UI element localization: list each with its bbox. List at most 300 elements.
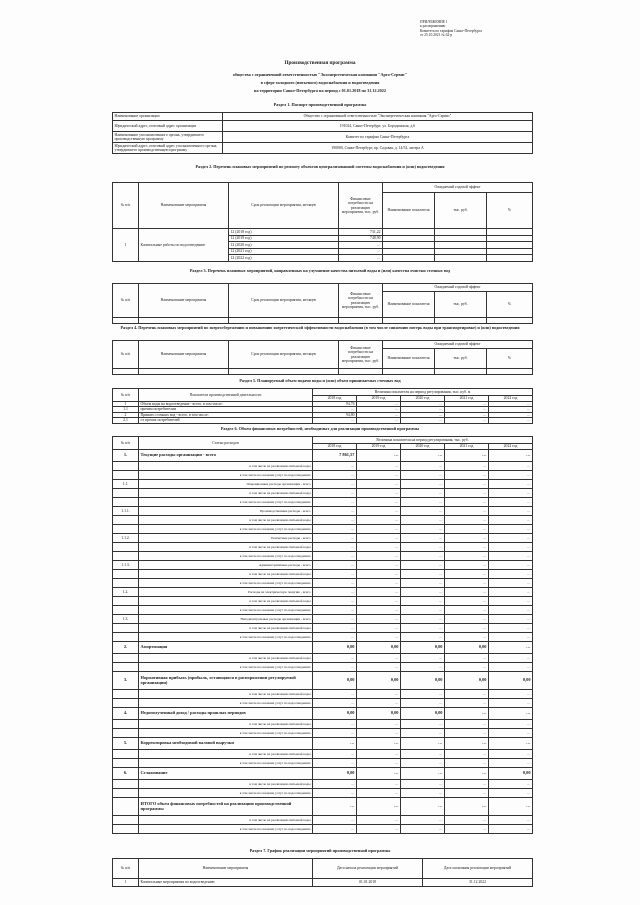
- col-pct: %: [487, 349, 533, 369]
- row-name: в том числе на реализацию питьевой воды: [139, 750, 313, 759]
- value-cell: …: [401, 768, 445, 780]
- value-cell: …: [313, 543, 357, 552]
- row-name: Объем воды на водоотведение - всего, в том числе:: [139, 402, 313, 407]
- value-cell: …: [313, 825, 357, 834]
- value-cell: …: [445, 768, 489, 780]
- value-cell: …: [357, 412, 401, 417]
- value-cell: …: [357, 418, 401, 423]
- value-cell: …: [445, 516, 489, 525]
- value-cell: …: [489, 525, 533, 534]
- value-cell: …: [445, 552, 489, 561]
- value-cell: …: [357, 543, 401, 552]
- value-cell: …: [401, 418, 445, 423]
- col-no: № п/п: [113, 437, 139, 450]
- value-cell: …: [445, 708, 489, 720]
- value-cell: …: [357, 588, 401, 597]
- section-title: Раздел 2. Перечень плановых мероприятий по ремонту объектов централизованной системы водоснабжения и (или) водоотведения: [195, 164, 445, 169]
- value-cell: …: [445, 489, 489, 498]
- value-cell: …: [313, 418, 357, 423]
- section-title: Раздел 1. Паспорт производственной программы: [273, 102, 367, 107]
- finance-table: [112, 436, 533, 834]
- value-cell: 0,00: [401, 672, 445, 690]
- row-no: [113, 663, 139, 672]
- fin-cell: …: [339, 255, 383, 262]
- row-no: 1: [113, 879, 139, 887]
- row-name: Капитальные работы по водоотведению: [139, 229, 229, 262]
- col-period: Срок реализации мероприятия, месяцев: [229, 284, 339, 318]
- table-row: [113, 561, 533, 570]
- value-cell: …: [445, 624, 489, 633]
- value-cell: …: [445, 816, 489, 825]
- value-cell: …: [401, 825, 445, 834]
- effect-cell: [487, 255, 533, 262]
- row-no: 1.1.: [113, 480, 139, 489]
- row-no: 1.2.: [113, 588, 139, 597]
- value-cell: …: [401, 407, 445, 412]
- value-cell: …: [401, 615, 445, 624]
- row-no: [113, 498, 139, 507]
- value-cell: …: [445, 412, 489, 417]
- row-name: Сглаживание: [139, 768, 313, 780]
- value-cell: …: [489, 597, 533, 606]
- value-cell: …: [489, 471, 533, 480]
- value-cell: …: [313, 534, 357, 543]
- period-cell: 12 (2022 год): [229, 255, 339, 262]
- value-cell: …: [489, 699, 533, 708]
- table-row: [113, 768, 533, 780]
- table-row: [113, 579, 533, 588]
- year-header: 2018 год: [313, 444, 357, 450]
- value-cell: …: [445, 690, 489, 699]
- value-cell: …: [313, 489, 357, 498]
- value-cell: …: [357, 624, 401, 633]
- value-cell: …: [401, 699, 445, 708]
- value-cell: …: [357, 402, 401, 407]
- value-cell: 0,00: [357, 642, 401, 654]
- value-cell: …: [489, 798, 533, 816]
- value-cell: …: [401, 750, 445, 759]
- value-cell: 94,80: [313, 412, 357, 417]
- col-ths: тыс. руб.: [435, 349, 487, 369]
- passport-value: Общество с ограниченной ответственностью "Экоэнергетическая компания "Арго-Сервис": [223, 113, 533, 121]
- table-row: [113, 113, 533, 121]
- passport-label: Наименование организации: [113, 113, 223, 121]
- row-no: [113, 759, 139, 768]
- value-cell: …: [357, 798, 401, 816]
- value-cell: …: [357, 407, 401, 412]
- value-cell: …: [445, 738, 489, 750]
- period-cell: 12 (2021 год): [229, 248, 339, 255]
- table-row: [113, 507, 533, 516]
- row-no: 3.: [113, 672, 139, 690]
- row-name: Нормативная прибыль (прибыль, остающаяся в распоряжении регулируемой организации): [139, 672, 313, 690]
- value-cell: …: [401, 462, 445, 471]
- value-cell: …: [445, 798, 489, 816]
- row-name: Операционные расходы организации - всего: [139, 480, 313, 489]
- value-cell: 0,00: [313, 642, 357, 654]
- table-row: [113, 606, 533, 615]
- value-cell: …: [489, 462, 533, 471]
- table-row: [113, 729, 533, 738]
- value-cell: …: [401, 690, 445, 699]
- row-name: Недополученный доход / расходы прошлых периодов: [139, 708, 313, 720]
- table-row: [113, 879, 533, 887]
- col-name: Наименование мероприятия: [139, 284, 229, 318]
- value-cell: …: [445, 498, 489, 507]
- value-cell: …: [313, 750, 357, 759]
- value-cell: 0,00: [401, 642, 445, 654]
- value-cell: …: [445, 663, 489, 672]
- value-cell: …: [357, 561, 401, 570]
- value-cell: …: [489, 720, 533, 729]
- col-start: Дата начала реализации мероприятий: [313, 859, 423, 879]
- row-name: в том числе на реализацию питьевой воды: [139, 690, 313, 699]
- effect-cell: [383, 255, 435, 262]
- value-cell: …: [313, 507, 357, 516]
- row-no: [113, 606, 139, 615]
- col-fin: Финансовые потребности на реализацию мероприятия, тыс. руб.: [339, 284, 383, 318]
- row-name: Расходы на электрическую энергию - всего: [139, 588, 313, 597]
- row-no: [113, 780, 139, 789]
- year-header: 2020 год: [401, 444, 445, 450]
- value-cell: …: [357, 789, 401, 798]
- table-row: [113, 121, 533, 132]
- value-cell: 0,00: [445, 672, 489, 690]
- value-cell: …: [489, 750, 533, 759]
- row-no: 1.1: [113, 407, 139, 412]
- row-name: в том числе на реализацию питьевой воды: [139, 516, 313, 525]
- row-no: [113, 624, 139, 633]
- row-name: Капитальные мероприятия по водоотведению: [139, 879, 313, 887]
- value-cell: …: [401, 588, 445, 597]
- period-cell: 12 (2020 год): [229, 242, 339, 249]
- value-cell: …: [313, 498, 357, 507]
- value-cell: …: [313, 516, 357, 525]
- value-cell: 0,00: [357, 672, 401, 690]
- table-row: [113, 663, 533, 672]
- table-row: [113, 543, 533, 552]
- value-cell: …: [357, 699, 401, 708]
- col-name: Наименование мероприятия: [139, 341, 229, 369]
- row-no: 1: [113, 229, 139, 262]
- value-cell: …: [445, 570, 489, 579]
- value-cell: …: [489, 402, 533, 407]
- value-cell: …: [401, 412, 445, 417]
- period-cell: 12 (2018 год): [229, 229, 339, 236]
- section-title: Раздел 6. Объем финансовых потребностей, необходимых для реализации производственной программы: [220, 426, 420, 431]
- row-no: [113, 525, 139, 534]
- value-cell: …: [357, 579, 401, 588]
- col-group: Величина показателя на период регулирования, тыс. куб. м: [313, 389, 533, 396]
- value-cell: …: [313, 690, 357, 699]
- value-cell: …: [489, 588, 533, 597]
- table-row: [113, 462, 533, 471]
- fin-cell: 748,90: [339, 235, 383, 242]
- value-cell: …: [401, 759, 445, 768]
- value-cell: …: [401, 525, 445, 534]
- row-no: 1.: [113, 450, 139, 462]
- value-cell: …: [401, 798, 445, 816]
- value-cell: …: [445, 750, 489, 759]
- value-cell: …: [357, 816, 401, 825]
- value-cell: …: [401, 738, 445, 750]
- value-cell: …: [489, 642, 533, 654]
- value-cell: …: [445, 759, 489, 768]
- section-title: Раздел 7. График реализации мероприятий производственной программы: [249, 848, 391, 853]
- approval-line: от 25.10.2021 № 62-р: [420, 33, 453, 38]
- row-name: в том числе на оказание услуг по водоотведению: [139, 699, 313, 708]
- value-cell: …: [313, 699, 357, 708]
- row-name: в том числе на реализацию питьевой воды: [139, 720, 313, 729]
- value-cell: …: [357, 606, 401, 615]
- passport-label: Наименование уполномоченного органа, утвердившего производственную программу: [113, 132, 223, 143]
- value-cell: …: [445, 789, 489, 798]
- volume-table: [112, 388, 533, 424]
- value-cell: …: [313, 561, 357, 570]
- col-period: Срок реализации мероприятия, месяцев: [229, 341, 339, 369]
- row-name: Неподконтрольные расходы организации - всего: [139, 615, 313, 624]
- value-cell: 0,00: [489, 768, 533, 780]
- col-no: № п/п: [113, 183, 139, 229]
- value-cell: …: [445, 615, 489, 624]
- col-fin: Финансовые потребности на реализацию мероприятия, тыс. руб.: [339, 341, 383, 369]
- page-subtitle: общества с ограниченной ответственностью "Экоэнергетическая компания "Арго-Сервис": [232, 72, 408, 77]
- value-cell: …: [313, 597, 357, 606]
- row-no: 2.: [113, 642, 139, 654]
- row-no: 5.: [113, 738, 139, 750]
- row-name: ИТОГО объем финансовых потребностей на реализацию производственной программы: [139, 798, 313, 816]
- passport-value: 190000, Санкт-Петербург, пр. Садовая, д. 14/52, литера А: [223, 143, 533, 154]
- value-cell: …: [445, 462, 489, 471]
- fin-cell: …: [339, 242, 383, 249]
- row-no: [113, 552, 139, 561]
- year-header: 2020 год: [401, 396, 445, 402]
- value-cell: …: [489, 738, 533, 750]
- value-cell: …: [357, 525, 401, 534]
- row-no: 1.1.2.: [113, 534, 139, 543]
- value-cell: …: [401, 663, 445, 672]
- value-cell: …: [489, 663, 533, 672]
- value-cell: …: [313, 780, 357, 789]
- row-no: [113, 699, 139, 708]
- row-name: в том числе на оказание услуг по водоотведению: [139, 663, 313, 672]
- row-name: в том числе на оказание услуг по водоотведению: [139, 633, 313, 642]
- row-name: Ремонтные расходы - всего: [139, 534, 313, 543]
- row-no: 4.: [113, 708, 139, 720]
- col-name: Статьи расходов: [139, 437, 313, 450]
- value-cell: 0,00: [489, 672, 533, 690]
- value-cell: …: [401, 606, 445, 615]
- value-cell: …: [313, 570, 357, 579]
- value-cell: …: [313, 729, 357, 738]
- value-cell: …: [357, 690, 401, 699]
- table-row: [113, 690, 533, 699]
- value-cell: …: [489, 633, 533, 642]
- year-header: 2018 год: [313, 396, 357, 402]
- value-cell: …: [401, 507, 445, 516]
- table-row: [113, 143, 533, 154]
- value-cell: …: [357, 450, 401, 462]
- value-cell: …: [313, 588, 357, 597]
- value-cell: …: [401, 654, 445, 663]
- value-cell: …: [313, 579, 357, 588]
- value-cell: …: [401, 534, 445, 543]
- row-name: в том числе на реализацию питьевой воды: [139, 570, 313, 579]
- row-name: Амортизация: [139, 642, 313, 654]
- col-no: № п/п: [113, 859, 139, 879]
- row-no: [113, 516, 139, 525]
- year-header: 2021 год: [445, 396, 489, 402]
- value-cell: …: [401, 579, 445, 588]
- value-cell: …: [313, 816, 357, 825]
- value-cell: …: [357, 489, 401, 498]
- value-cell: …: [489, 825, 533, 834]
- value-cell: …: [445, 633, 489, 642]
- row-no: [113, 597, 139, 606]
- col-pct: %: [487, 193, 533, 229]
- row-name: в том числе на оказание услуг по водоотведению: [139, 759, 313, 768]
- row-no: [113, 633, 139, 642]
- value-cell: …: [489, 615, 533, 624]
- table-row: [113, 418, 533, 423]
- row-name: Производственные расходы - всего: [139, 507, 313, 516]
- passport-label: Юридический адрес, почтовый адрес уполномоченного органа, утвердившего производственную программу: [113, 143, 223, 154]
- col-fin: Финансовые потребности на реализацию мероприятия, тыс. руб.: [339, 183, 383, 229]
- value-cell: …: [445, 780, 489, 789]
- table-row: [113, 750, 533, 759]
- row-no: 1: [113, 402, 139, 407]
- value-cell: …: [445, 543, 489, 552]
- table-row: [113, 132, 533, 143]
- value-cell: …: [445, 402, 489, 407]
- col-no: № п/п: [113, 284, 139, 318]
- value-cell: …: [489, 759, 533, 768]
- row-name: в том числе на реализацию питьевой воды: [139, 489, 313, 498]
- row-name: Административные расходы - всего: [139, 561, 313, 570]
- value-cell: …: [401, 729, 445, 738]
- value-cell: …: [313, 471, 357, 480]
- value-cell: …: [445, 418, 489, 423]
- value-cell: …: [357, 507, 401, 516]
- year-header: 2021 год: [445, 444, 489, 450]
- table-row: [113, 489, 533, 498]
- value-cell: …: [445, 699, 489, 708]
- approval-block: [420, 20, 610, 38]
- value-cell: …: [313, 462, 357, 471]
- value-cell: …: [401, 402, 445, 407]
- value-cell: …: [401, 597, 445, 606]
- energy-table: [112, 340, 533, 375]
- value-cell: …: [445, 720, 489, 729]
- col-name: Наименование мероприятия: [139, 183, 229, 229]
- table-row: [113, 570, 533, 579]
- row-name: в том числе на оказание услуг по водоотведению: [139, 606, 313, 615]
- value-cell: …: [313, 480, 357, 489]
- row-no: 2: [113, 412, 139, 417]
- col-indicator: Наименование показателя: [383, 349, 435, 369]
- value-cell: …: [489, 579, 533, 588]
- row-name: в том числе на реализацию питьевой воды: [139, 816, 313, 825]
- value-cell: …: [313, 615, 357, 624]
- value-cell: …: [357, 759, 401, 768]
- repair-table: [112, 182, 533, 262]
- table-row: [113, 471, 533, 480]
- value-cell: …: [489, 570, 533, 579]
- value-cell: …: [489, 624, 533, 633]
- value-cell: …: [445, 729, 489, 738]
- value-cell: …: [445, 450, 489, 462]
- table-row: [113, 633, 533, 642]
- value-cell: …: [357, 471, 401, 480]
- passport-value: Комитет по тарифам Санкт-Петербурга: [223, 132, 533, 143]
- value-cell: …: [313, 663, 357, 672]
- table-row: [113, 699, 533, 708]
- value-cell: 7 861,57: [313, 450, 357, 462]
- row-no: 6.: [113, 768, 139, 780]
- col-name: Наименование мероприятия: [139, 859, 313, 879]
- value-cell: …: [313, 798, 357, 816]
- value-cell: 0,00: [445, 642, 489, 654]
- row-no: 2.1: [113, 418, 139, 423]
- col-indicator: Наименование показателя: [383, 292, 435, 318]
- col-name: Показатели производственной деятельности: [139, 389, 313, 402]
- value-cell: …: [489, 543, 533, 552]
- table-row: [113, 615, 533, 624]
- value-cell: …: [401, 780, 445, 789]
- row-name: от прочих потребителей: [139, 418, 313, 423]
- table-row: [113, 552, 533, 561]
- row-name: в том числе на реализацию питьевой воды: [139, 654, 313, 663]
- table-row: [113, 798, 533, 816]
- value-cell: …: [489, 507, 533, 516]
- value-cell: …: [489, 708, 533, 720]
- row-name: в том числе на оказание услуг по водоотведению: [139, 525, 313, 534]
- col-effect: Ожидаемый годовой эффект: [383, 341, 533, 349]
- passport-value: 191024, Санкт-Петербург, ул. Бородинская, д.6: [223, 121, 533, 132]
- value-cell: …: [401, 570, 445, 579]
- col-effect: Ожидаемый годовой эффект: [383, 284, 533, 292]
- table-row: [113, 780, 533, 789]
- value-cell: …: [357, 654, 401, 663]
- row-name: в том числе на реализацию питьевой воды: [139, 462, 313, 471]
- table-row: [113, 498, 533, 507]
- value-cell: …: [313, 407, 357, 412]
- value-cell: …: [489, 407, 533, 412]
- col-pct: %: [487, 292, 533, 318]
- table-row: [113, 654, 533, 663]
- row-name: Принято сточных вод - всего, в том числе:: [139, 412, 313, 417]
- value-cell: 0,00: [313, 768, 357, 780]
- value-cell: …: [445, 588, 489, 597]
- value-cell: …: [357, 738, 401, 750]
- row-no: [113, 579, 139, 588]
- value-cell: …: [357, 825, 401, 834]
- row-name: прочим потребителям: [139, 407, 313, 412]
- value-cell: …: [489, 729, 533, 738]
- value-cell: …: [489, 780, 533, 789]
- value-cell: 0,00: [357, 708, 401, 720]
- value-cell: …: [313, 552, 357, 561]
- value-cell: …: [489, 690, 533, 699]
- row-no: 1.1.3.: [113, 561, 139, 570]
- schedule-table: [112, 858, 533, 887]
- table-row: [113, 789, 533, 798]
- row-name: в том числе на оказание услуг по водоотведению: [139, 471, 313, 480]
- value-cell: …: [489, 489, 533, 498]
- value-cell: …: [401, 450, 445, 462]
- value-cell: …: [445, 480, 489, 489]
- value-cell: …: [445, 507, 489, 516]
